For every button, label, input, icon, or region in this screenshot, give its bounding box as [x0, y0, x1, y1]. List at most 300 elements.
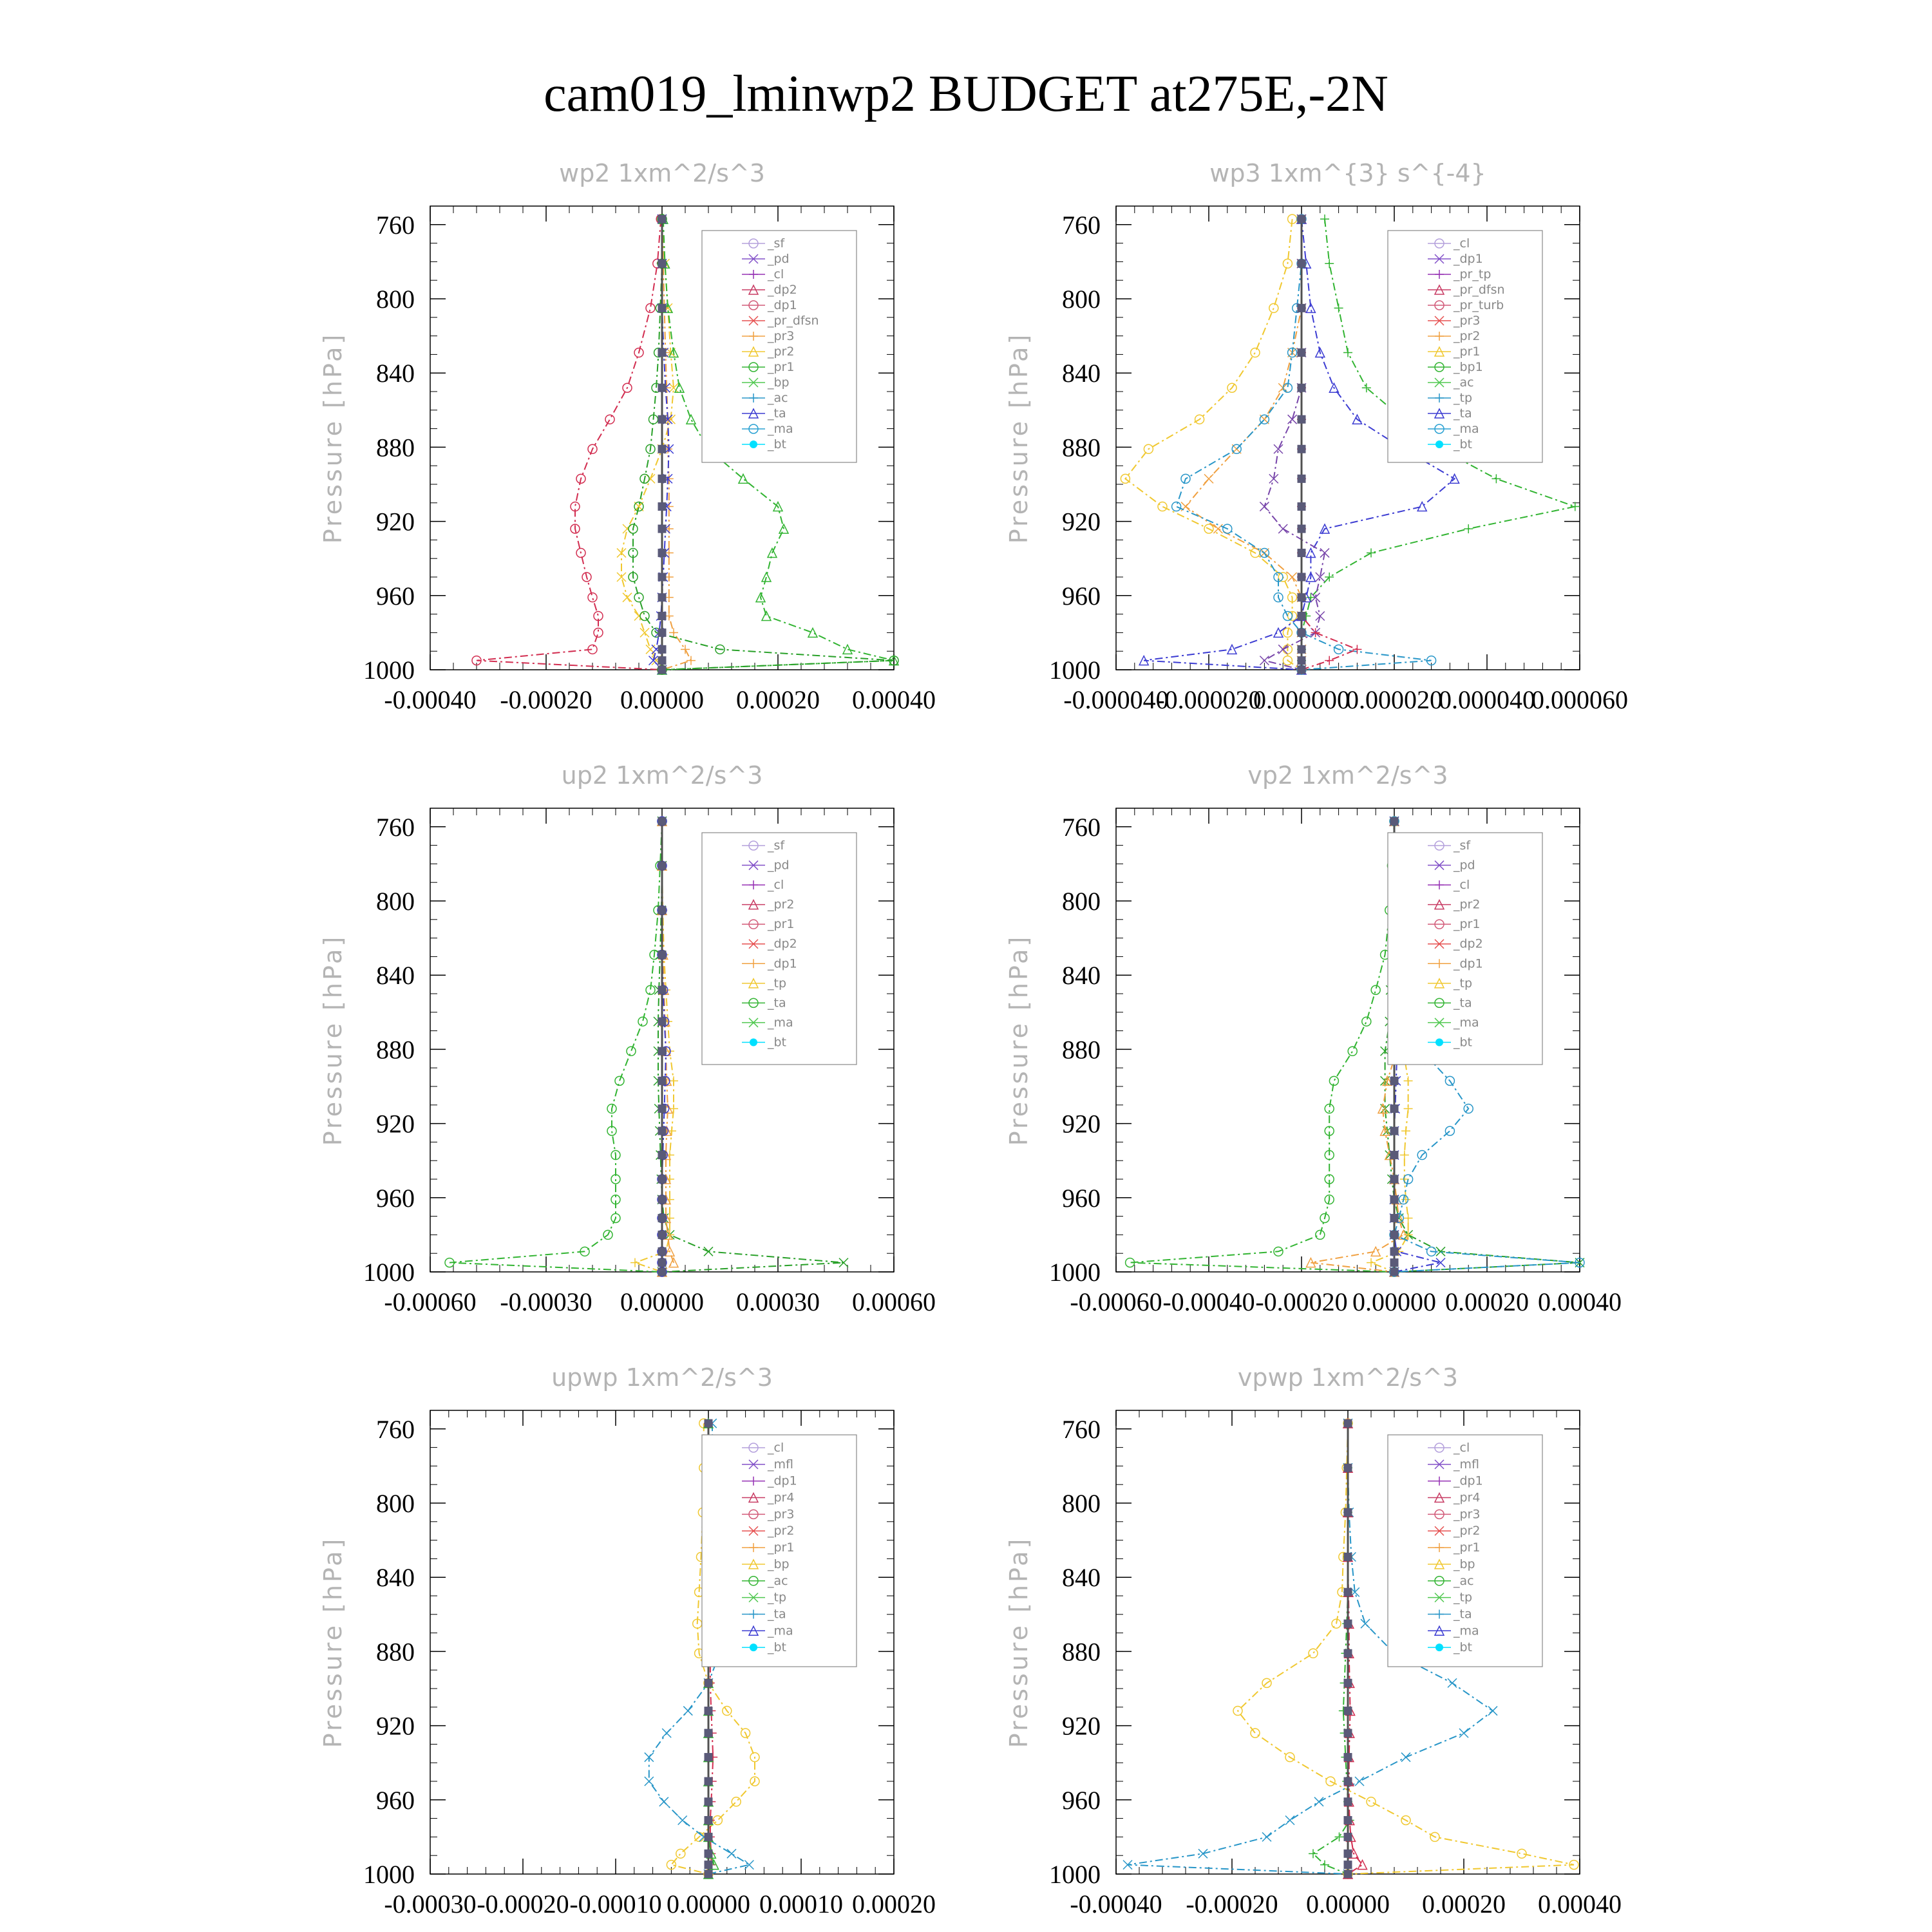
legend-label: _pr4	[1454, 1490, 1481, 1505]
legend-label: _pr2	[768, 897, 795, 912]
data-point-bt	[1344, 1798, 1352, 1806]
data-point-bt	[1390, 1259, 1398, 1267]
legend-label: _ta	[1454, 406, 1472, 421]
data-point-dp1	[1288, 415, 1297, 424]
legend-label: _ac	[1454, 1573, 1474, 1588]
x-tick-label: -0.00020	[1186, 1889, 1278, 1918]
x-tick-label: 0.00000	[667, 1889, 750, 1918]
data-point-pr2	[1288, 573, 1297, 582]
data-point-bt	[1344, 1464, 1352, 1472]
legend-label: _sf	[1454, 838, 1471, 853]
legend-label: _mfl	[768, 1457, 793, 1472]
data-point-bt	[658, 1175, 666, 1183]
data-point-bt	[658, 1105, 666, 1113]
data-point-bp	[687, 415, 696, 424]
legend-label: _pr1	[1454, 917, 1481, 932]
data-point-pr3	[687, 656, 696, 665]
panel-4	[1005, 761, 1622, 1316]
data-point-pr-turb	[1325, 656, 1334, 665]
data-point-bt	[1344, 1419, 1352, 1427]
panel-title: wp3 1xm^{3} s^{-4}	[1209, 159, 1486, 187]
x-tick-label: -0.00040	[384, 685, 477, 714]
data-point-bt	[658, 629, 666, 636]
legend-label: _dp2	[1454, 936, 1483, 951]
legend-label: _sf	[768, 838, 785, 853]
legend-label: _dp1	[768, 956, 797, 971]
x-tick-label: -0.00040	[1162, 1287, 1255, 1316]
legend-marker	[750, 1038, 757, 1046]
y-tick-label: 800	[1062, 1489, 1101, 1518]
x-tick-label: 0.00020	[1445, 1287, 1529, 1316]
x-tick-label: 0.000040	[1439, 685, 1535, 714]
data-point-bt	[658, 1231, 666, 1238]
legend-label: _ma	[1454, 422, 1479, 436]
data-point-bt	[1344, 1620, 1352, 1627]
data-point-tp	[1314, 1797, 1323, 1806]
x-tick-label: -0.00020	[500, 685, 592, 714]
series-line-pr2	[1186, 219, 1302, 670]
legend-label: _cl	[768, 1441, 784, 1455]
data-point-bt	[658, 304, 666, 312]
data-point-bt	[1298, 666, 1305, 674]
data-point-bp	[1335, 1832, 1344, 1841]
x-tick-label: -0.00020	[477, 1889, 569, 1918]
data-point-pr2	[617, 549, 626, 558]
y-tick-label: 800	[376, 1489, 415, 1518]
legend-label: _dp1	[1454, 252, 1483, 266]
legend-label: _pr2	[1454, 329, 1481, 343]
data-point-bt	[658, 503, 666, 511]
data-point-bt	[1298, 445, 1305, 453]
panel-title: vpwp 1xm^2/s^3	[1237, 1363, 1459, 1392]
y-tick-label: 960	[376, 1785, 415, 1815]
data-point-bp1	[1492, 474, 1501, 483]
legend-label: _ma	[1454, 1015, 1479, 1030]
legend	[702, 833, 857, 1065]
x-tick-label: 0.000000	[1253, 685, 1350, 714]
legend	[702, 1435, 857, 1667]
data-point-tp	[1285, 1815, 1294, 1824]
data-point-dp1	[594, 628, 603, 637]
y-tick-label: 840	[1062, 1563, 1101, 1593]
y-tick-label: 880	[1062, 433, 1101, 462]
data-point-bt	[658, 906, 666, 914]
legend-label: _pr1	[1454, 1540, 1481, 1555]
y-tick-label: 760	[376, 210, 415, 240]
legend-label: _ma	[768, 1624, 793, 1638]
data-point-bt	[658, 1151, 666, 1159]
x-tick-label: -0.000040	[1063, 685, 1169, 714]
legend-label: _bp1	[1454, 360, 1483, 374]
panel-title: wp2 1xm^2/s^3	[559, 159, 765, 187]
data-point-bt	[1344, 1833, 1352, 1841]
data-point-dp1	[1348, 1046, 1357, 1056]
legend-label: _ac	[768, 391, 788, 405]
x-tick-label: -0.00030	[384, 1889, 477, 1918]
data-point-bt	[1390, 1196, 1398, 1204]
legend-label: _tp	[768, 1590, 787, 1605]
data-point-bt	[658, 666, 666, 674]
y-tick-label: 880	[1062, 1035, 1101, 1065]
data-point-tp	[1198, 1849, 1208, 1858]
data-point-dp1	[605, 415, 614, 424]
data-point-bt	[1298, 384, 1305, 392]
y-tick-label: 1000	[363, 1258, 415, 1287]
data-point-bt	[658, 594, 666, 601]
data-point-dp1	[627, 1046, 636, 1056]
legend-label: _bt	[768, 1640, 787, 1655]
y-tick-label: 760	[376, 1414, 415, 1444]
data-point-bp1	[1367, 549, 1376, 558]
x-tick-label: 0.00060	[852, 1287, 936, 1316]
data-point-bp	[1320, 1861, 1329, 1870]
data-point-tp	[727, 1849, 736, 1858]
legend-label: _bt	[1454, 1035, 1473, 1050]
legend-label: _ac	[1454, 375, 1474, 390]
x-tick-label: -0.00030	[500, 1287, 592, 1316]
data-point-bt	[1390, 1077, 1398, 1084]
legend-label: _tp	[1454, 1590, 1473, 1605]
y-tick-label: 1000	[363, 656, 415, 685]
legend	[1388, 833, 1542, 1065]
data-point-bt	[1298, 549, 1305, 557]
data-point-bt	[705, 1861, 712, 1869]
legend-label: _dp1	[768, 1473, 797, 1488]
legend-label: _pr2	[1454, 897, 1481, 912]
data-point-tp	[662, 1728, 671, 1738]
legend-label: _ta	[1454, 1607, 1472, 1622]
y-tick-label: 800	[1062, 285, 1101, 314]
panel-title: up2 1xm^2/s^3	[561, 761, 763, 790]
x-tick-label: 0.00020	[736, 685, 820, 714]
data-point-dp1	[1316, 1230, 1325, 1239]
legend-label: _pr_dfsn	[768, 314, 819, 328]
data-point-dp1	[588, 593, 597, 602]
y-tick-label: 920	[376, 1109, 415, 1139]
data-point-bt	[658, 951, 666, 959]
data-point-pr1	[1367, 1797, 1376, 1806]
y-axis-label: Pressure [hPa]	[319, 1536, 347, 1748]
data-point-pr2	[623, 593, 632, 602]
y-tick-label: 920	[376, 1711, 415, 1741]
legend-label: _bp	[768, 375, 790, 390]
data-point-bt	[705, 1754, 712, 1761]
y-tick-label: 880	[376, 1637, 415, 1667]
data-point-bp	[843, 645, 852, 654]
data-point-bt	[1390, 1268, 1398, 1276]
data-point-bt	[658, 349, 666, 357]
legend-label: _bt	[768, 1035, 787, 1050]
y-tick-label: 920	[376, 507, 415, 536]
data-point-tp	[1355, 1777, 1364, 1786]
data-point-pr1	[630, 1258, 639, 1267]
legend-label: _pr4	[768, 1490, 795, 1505]
data-point-bp1	[1343, 348, 1352, 357]
legend-label: _dp1	[1454, 1473, 1483, 1488]
legend-label: _tp	[768, 976, 787, 990]
legend-label: _pd	[1454, 858, 1475, 873]
y-tick-label: 1000	[363, 1860, 415, 1889]
panel-3	[319, 761, 936, 1316]
legend-label: _cl	[1454, 236, 1470, 251]
data-point-bt	[1344, 1850, 1352, 1857]
legend-label: _pr_dfsn	[1454, 283, 1505, 297]
y-tick-label: 920	[1062, 1711, 1101, 1741]
legend-label: _pr2	[768, 345, 795, 359]
data-point-bp	[808, 628, 817, 637]
data-point-bt	[1344, 1588, 1352, 1596]
data-point-bt	[1390, 817, 1398, 825]
y-tick-label: 880	[1062, 1637, 1101, 1667]
y-tick-label: 840	[1062, 961, 1101, 990]
data-point-bt	[658, 525, 666, 533]
data-point-pr1	[676, 1849, 685, 1858]
legend-label: _dp2	[768, 283, 797, 297]
legend	[1388, 231, 1542, 462]
x-tick-label: 0.00010	[759, 1889, 843, 1918]
data-point-bt	[705, 1729, 712, 1737]
data-point-bt	[1344, 1679, 1352, 1687]
data-point-pr1	[1400, 1151, 1409, 1160]
legend-marker	[750, 1643, 757, 1651]
x-tick-label: 0.000020	[1346, 685, 1443, 714]
y-tick-label: 760	[1062, 812, 1101, 842]
x-tick-label: 0.00030	[736, 1287, 820, 1316]
data-point-bt	[705, 1870, 712, 1878]
data-point-bp1	[1571, 502, 1580, 511]
data-point-bt	[1298, 415, 1305, 423]
y-tick-label: 920	[1062, 507, 1101, 536]
panel-6	[1005, 1363, 1622, 1918]
legend-label: _ma	[768, 422, 793, 436]
legend-marker	[1435, 440, 1443, 448]
legend-label: _ta	[1454, 996, 1472, 1010]
data-point-tp	[1172, 502, 1181, 511]
y-tick-label: 960	[1062, 1183, 1101, 1213]
legend-label: _pr2	[1454, 1524, 1481, 1539]
data-point-pr1	[1401, 1126, 1410, 1135]
data-point-tp	[1459, 1728, 1468, 1738]
legend-label: _pr3	[1454, 314, 1481, 328]
data-point-dp1	[1278, 645, 1287, 654]
x-tick-label: 0.00040	[1538, 1889, 1622, 1918]
x-tick-label: -0.00010	[569, 1889, 662, 1918]
data-point-bt	[658, 817, 666, 825]
legend-label: _bp	[1454, 1557, 1475, 1571]
data-point-dp1	[1362, 1017, 1371, 1026]
data-point-pr1	[1404, 1213, 1413, 1222]
x-tick-label: -0.00060	[384, 1287, 477, 1316]
data-point-bt	[1298, 657, 1305, 665]
legend-label: _bt	[1454, 437, 1473, 451]
y-tick-label: 920	[1062, 1109, 1101, 1139]
y-tick-label: 960	[1062, 581, 1101, 611]
data-point-bt	[658, 415, 666, 423]
y-tick-label: 1000	[1049, 656, 1101, 685]
y-tick-label: 880	[376, 433, 415, 462]
data-point-bt	[1344, 1508, 1352, 1516]
series-line-dp1	[1264, 219, 1325, 670]
data-point-bt	[658, 1077, 666, 1084]
data-point-bt	[1344, 1553, 1352, 1561]
legend	[1388, 1435, 1542, 1667]
data-point-bp1	[1325, 259, 1334, 268]
data-point-bt	[1344, 1861, 1352, 1869]
data-point-pr1	[1309, 1649, 1318, 1658]
data-point-ta	[1274, 628, 1283, 637]
legend-label: _tp	[1454, 976, 1473, 990]
legend-label: _pr1	[768, 1540, 795, 1555]
data-point-bt	[1390, 1127, 1398, 1135]
data-point-pr2	[1204, 474, 1213, 483]
data-point-bt	[705, 1833, 712, 1841]
data-point-dp1	[1371, 985, 1380, 994]
data-point-pr1	[1367, 1258, 1376, 1267]
data-point-bt	[1298, 525, 1305, 533]
y-tick-label: 960	[376, 1183, 415, 1213]
y-axis-label: Pressure [hPa]	[1005, 332, 1033, 544]
data-point-pr3	[681, 645, 690, 654]
series-line-dp1	[477, 219, 662, 670]
data-point-tp	[678, 1815, 687, 1824]
data-point-bt	[658, 657, 666, 665]
legend-label: _pr1	[768, 360, 795, 374]
legend-label: _bp	[768, 1557, 790, 1571]
panel-title: vp2 1xm^2/s^3	[1247, 761, 1448, 790]
legend-label: _pr3	[1454, 1507, 1481, 1522]
x-tick-label: -0.00040	[1070, 1889, 1162, 1918]
data-point-bt	[1390, 1151, 1398, 1159]
legend-label: _dp1	[768, 298, 797, 312]
y-tick-label: 800	[376, 285, 415, 314]
data-point-dp1	[1316, 611, 1325, 620]
data-point-dp1	[615, 1076, 624, 1085]
data-point-tp	[645, 1777, 654, 1786]
legend-label: _cl	[1454, 878, 1470, 893]
y-tick-label: 840	[376, 961, 415, 990]
legend-label: _sf	[768, 236, 785, 251]
data-point-bt	[1298, 215, 1305, 223]
data-point-bt	[1298, 645, 1305, 653]
data-point-pr1	[1158, 502, 1167, 511]
data-point-bt	[705, 1419, 712, 1427]
y-tick-label: 960	[1062, 1785, 1101, 1815]
data-point-bt	[658, 1268, 666, 1276]
data-point-bt	[705, 1777, 712, 1785]
legend-label: _pr3	[768, 329, 795, 343]
y-tick-label: 840	[376, 359, 415, 388]
legend-label: _ac	[768, 1573, 788, 1588]
y-tick-label: 1000	[1049, 1258, 1101, 1287]
data-point-bt	[1344, 1707, 1352, 1715]
y-tick-label: 760	[1062, 1414, 1101, 1444]
data-point-bt	[705, 1850, 712, 1857]
legend-label: _pd	[768, 858, 790, 873]
data-point-ta	[1417, 502, 1426, 511]
data-point-bt	[658, 260, 666, 267]
data-point-tp	[1361, 1619, 1370, 1628]
legend-label: _pr2	[768, 1524, 795, 1539]
data-point-pr2	[617, 573, 626, 582]
data-point-tp	[1401, 1753, 1410, 1762]
data-point-bt	[658, 573, 666, 581]
data-point-dp1	[638, 1017, 647, 1026]
data-point-bt	[658, 1127, 666, 1135]
data-point-bt	[1344, 1649, 1352, 1657]
legend-label: _ma	[1454, 1624, 1479, 1638]
legend-label: _dp1	[1454, 956, 1483, 971]
y-tick-label: 880	[376, 1035, 415, 1065]
data-point-bt	[1298, 475, 1305, 482]
series-line-dp1	[1130, 821, 1394, 1272]
data-point-bt	[1344, 1816, 1352, 1824]
legend-label: _ma	[768, 1015, 793, 1030]
data-point-bt	[658, 215, 666, 223]
panel-title: upwp 1xm^2/s^3	[551, 1363, 773, 1392]
y-tick-label: 800	[376, 887, 415, 916]
legend-label: _dp2	[768, 936, 797, 951]
x-tick-label: 0.00000	[1352, 1287, 1436, 1316]
legend-label: _pd	[768, 252, 790, 266]
data-point-bt	[1298, 349, 1305, 357]
data-point-pr1	[640, 611, 649, 620]
data-point-bt	[658, 645, 666, 653]
legend-label: _pr3	[768, 1507, 795, 1522]
panel-5	[319, 1363, 936, 1918]
legend-label: _cl	[768, 878, 784, 893]
data-point-bt	[1390, 1105, 1398, 1113]
data-point-dp1	[1260, 502, 1269, 511]
data-point-bt	[1390, 1247, 1398, 1255]
data-point-bt	[658, 475, 666, 482]
data-point-bt	[658, 445, 666, 453]
data-point-tp	[744, 1861, 753, 1870]
data-point-bt	[1344, 1754, 1352, 1761]
data-point-tp	[1448, 1678, 1457, 1687]
data-point-bt	[1298, 304, 1305, 312]
y-tick-label: 1000	[1049, 1860, 1101, 1889]
data-point-bt	[1344, 1729, 1352, 1737]
legend-label: _bt	[768, 437, 787, 451]
y-axis-label: Pressure [hPa]	[1005, 934, 1033, 1146]
y-tick-label: 840	[1062, 359, 1101, 388]
y-tick-label: 760	[376, 812, 415, 842]
y-tick-label: 800	[1062, 887, 1101, 916]
x-tick-label: 0.000060	[1531, 685, 1628, 714]
data-point-bt	[658, 1247, 666, 1255]
data-point-bt	[1344, 1777, 1352, 1785]
data-point-bt	[705, 1679, 712, 1687]
data-point-ta	[1227, 645, 1236, 654]
data-point-bt	[658, 1259, 666, 1267]
x-tick-label: -0.000020	[1156, 685, 1262, 714]
data-point-bt	[658, 1196, 666, 1204]
panel-2	[1005, 159, 1628, 714]
x-tick-label: 0.00040	[852, 685, 936, 714]
y-axis-label: Pressure [hPa]	[319, 332, 347, 544]
data-point-bt	[1298, 503, 1305, 511]
data-point-bt	[705, 1798, 712, 1806]
legend-label: _ta	[768, 996, 786, 1010]
data-point-bp1	[1464, 524, 1473, 533]
data-point-tp	[1262, 1832, 1271, 1841]
x-tick-label: 0.00020	[852, 1889, 936, 1918]
y-axis-label: Pressure [hPa]	[1005, 1536, 1033, 1748]
data-point-bt	[658, 612, 666, 620]
data-point-bt	[658, 384, 666, 392]
series-line-pr1	[1125, 219, 1302, 670]
x-tick-label: -0.00060	[1070, 1287, 1162, 1316]
